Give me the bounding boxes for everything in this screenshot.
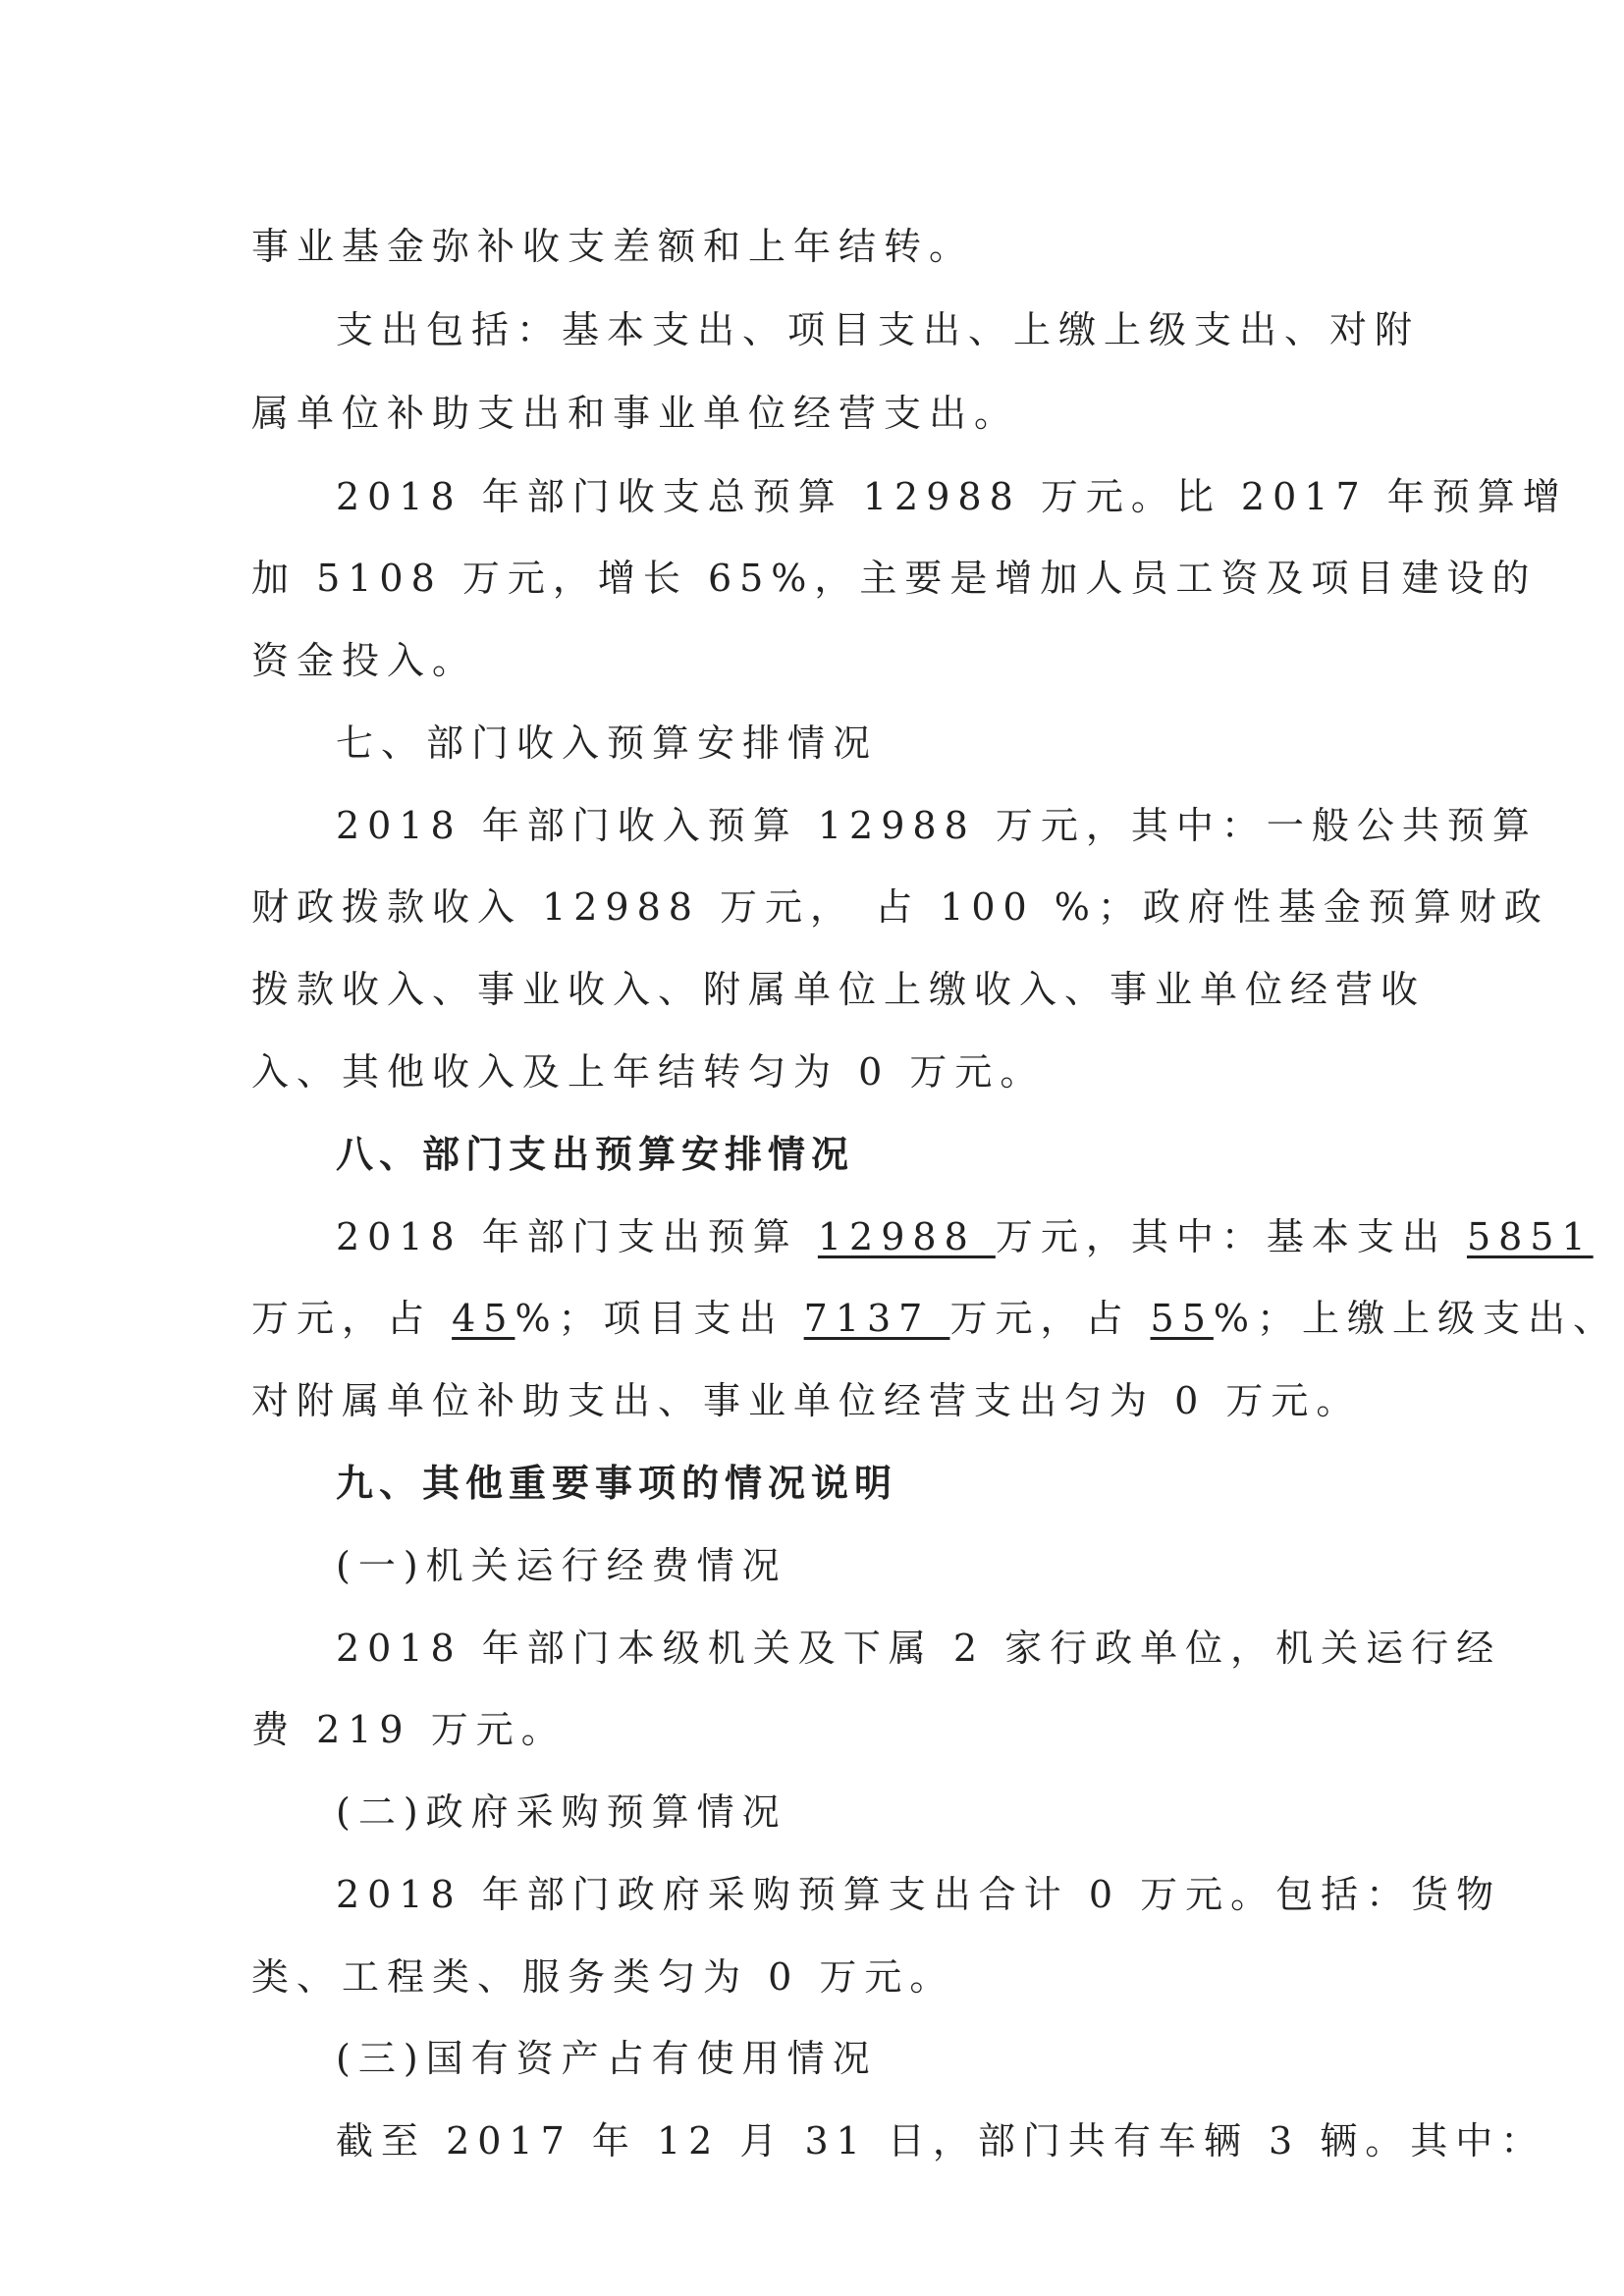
underlined-value: 5851: [1466, 1215, 1594, 1258]
text-line: [251, 1294, 1618, 1343]
text-line: 事业基金弥补收支差额和上年结转。: [251, 225, 975, 268]
subsection-heading: (三)国有资产占有使用情况: [336, 2037, 878, 2080]
text-line: 支出包括：基本支出、项目支出、上缴上级支出、对附: [336, 308, 1421, 351]
text-segment: %；项目支出: [514, 1297, 804, 1340]
text-line: 对附属单位补助支出、事业单位经营支出匀为 0 万元。: [251, 1379, 1362, 1422]
text-line: 加 5108 万元，增长 65%，主要是增加人员工资及项目建设的: [251, 557, 1538, 600]
section-heading: 八、部门支出预算安排情况: [336, 1132, 855, 1176]
text-line: 费 219 万元。: [251, 1708, 567, 1751]
section-heading: 九、其他重要事项的情况说明: [336, 1461, 898, 1505]
underlined-value: 7137: [803, 1297, 950, 1340]
text-line: 截至 2017 年 12 月 31 日，部门共有车辆 3 辆。其中：: [336, 2119, 1546, 2163]
text-line: 2018 年部门本级机关及下属 2 家行政单位，机关运行经: [336, 1627, 1502, 1670]
text-line: 财政拨款收入 12988 万元， 占 100 %；政府性基金预算财政: [251, 885, 1549, 929]
text-line: 2018 年部门收入预算 12988 万元，其中：一般公共预算: [336, 804, 1538, 847]
text-segment: 万元，其中：基本支出: [995, 1215, 1467, 1258]
text-line: 拨款收入、事业收入、附属单位上缴收入、事业单位经营收: [251, 968, 1427, 1011]
text-line: 属单位补助支出和事业单位经营支出。: [251, 392, 1020, 435]
underlined-value: 12988: [817, 1215, 996, 1258]
text-line: 2018 年部门收支总预算 12988 万元。比 2017 年预算增: [336, 475, 1568, 518]
underlined-value: 55: [1150, 1297, 1214, 1340]
text-segment: %；上缴上级支出、: [1213, 1297, 1618, 1340]
text-segment: 万元，占: [949, 1297, 1151, 1340]
section-heading: 七、部门收入预算安排情况: [336, 721, 879, 765]
text-line: [336, 1212, 1594, 1261]
subsection-heading: (一)机关运行经费情况: [336, 1544, 787, 1587]
text-line: 资金投入。: [251, 639, 478, 682]
subsection-heading: (二)政府采购预算情况: [336, 1790, 787, 1834]
text-segment: 2018 年部门支出预算: [336, 1215, 818, 1258]
text-line: 类、工程类、服务类匀为 0 万元。: [251, 1955, 955, 1999]
text-line: 入、其他收入及上年结转匀为 0 万元。: [251, 1050, 1046, 1094]
underlined-value: 45: [452, 1297, 515, 1340]
text-segment: 万元，占: [251, 1297, 453, 1340]
text-line: 2018 年部门政府采购预算支出合计 0 万元。包括：货物: [336, 1873, 1502, 1916]
